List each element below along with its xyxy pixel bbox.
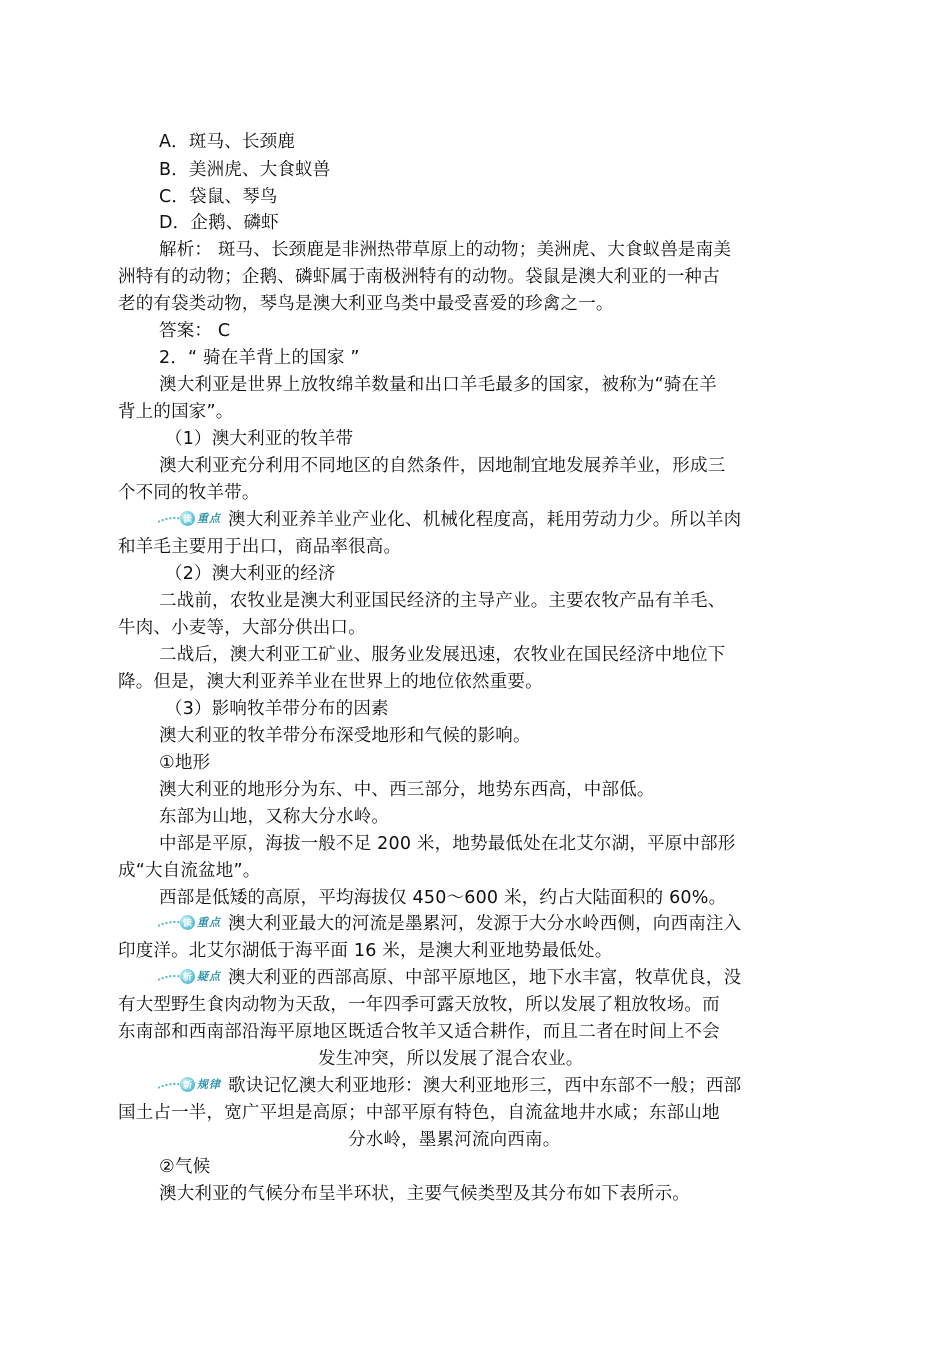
paragraph-line: 牛肉、小麦等，大部分供出口。 <box>118 618 366 638</box>
analysis-line: 洲特有的动物；企鹅、磷虾属于南极洲特有的动物。袋鼠是澳大利亚的一种古 <box>118 267 720 287</box>
note-line: 有大型野生食肉动物为天敌，一年四季可露天放牧，所以发展了粗放牧场。而 <box>118 995 720 1015</box>
paragraph-line: 澳大利亚是世界上放牧绵羊数量和出口羊毛最多的国家，被称为“骑在羊 <box>159 375 717 395</box>
subsection-title: （3）影响牧羊带分布的因素 <box>165 699 389 719</box>
badge-disc: 新 <box>180 1077 195 1092</box>
note-line: 澳大利亚最大的河流是墨累河，发源于大分水岭西侧，向西南注入 <box>228 914 742 934</box>
topic-title: ②气候 <box>159 1157 211 1177</box>
paragraph-line: 背上的国家”。 <box>118 402 234 422</box>
paragraph-line: 二战后，澳大利亚工矿业、服务业发展迅速，农牧业在国民经济中地位下 <box>159 645 726 665</box>
paragraph-line: 二战前，农牧业是澳大利亚国民经济的主导产业。主要农牧产品有羊毛、 <box>159 591 726 611</box>
paragraph-line: 澳大利亚的气候分布呈半环状，主要气候类型及其分布如下表所示。 <box>159 1184 690 1204</box>
paragraph-line: 澳大利亚的牧羊带分布深受地形和气候的影响。 <box>159 726 531 746</box>
note-line: 东南部和西南部沿海平原地区既适合牧羊又适合耕作，而且二者在时间上不会 <box>118 1022 720 1042</box>
badge-label: 疑点 <box>197 970 221 983</box>
doubt-point-badge <box>158 968 221 984</box>
note-line: 印度洋。北艾尔湖低于海平面 16 米，是澳大利亚地势最低处。 <box>118 941 613 961</box>
note-line: 歌诀记忆澳大利亚地形：澳大利亚地形三，西中东部不一般；西部 <box>228 1076 742 1096</box>
section-title: 2．“ 骑在羊背上的国家 ” <box>159 348 360 368</box>
rule-badge <box>158 1076 221 1092</box>
note-line: 和羊毛主要用于出口，商品率很高。 <box>118 537 402 557</box>
analysis-line: 解析： 斑马、长颈鹿是非洲热带草原上的动物；美洲虎、大食蚁兽是南美 <box>159 240 732 260</box>
paragraph-line: 成“大自流盆地”。 <box>118 861 261 881</box>
badge-disc: 析 <box>180 969 195 984</box>
key-point-badge <box>158 914 221 930</box>
badge-disc: 读 <box>180 915 195 930</box>
paragraph-line: 个不同的牧羊带。 <box>118 483 260 503</box>
subsection-title: （1）澳大利亚的牧羊带 <box>165 429 354 449</box>
topic-title: ①地形 <box>159 753 211 773</box>
paragraph-line: 东部为山地，又称大分水岭。 <box>159 807 390 827</box>
note-line: 国土占一半，宽广平坦是高原；中部平原有特色，自流盆地井水咸；东部山地 <box>118 1103 720 1123</box>
paragraph-line: 澳大利亚充分利用不同地区的自然条件，因地制宜地发展养羊业，形成三 <box>159 456 726 476</box>
badge-label: 重点 <box>197 512 221 525</box>
paragraph-line: 降。但是，澳大利亚养羊业在世界上的地位依然重要。 <box>118 672 543 692</box>
note-line: 发生冲突，所以发展了混合农业。 <box>318 1049 584 1069</box>
note-line: 分水岭，墨累河流向西南。 <box>348 1130 561 1150</box>
badge-disc: 读 <box>180 511 195 526</box>
option-d: D．企鹅、磷虾 <box>159 213 279 233</box>
paragraph-line: 西部是低矮的高原，平均海拔仅 450～600 米，约占大陆面积的 60%。 <box>159 888 727 908</box>
option-c: C．袋鼠、琴鸟 <box>159 187 278 207</box>
badge-label: 重点 <box>197 916 221 929</box>
answer: 答案： C <box>159 321 231 341</box>
note-line: 澳大利亚的西部高原、中部平原地区，地下水丰富，牧草优良，没 <box>228 968 742 988</box>
subsection-title: （2）澳大利亚的经济 <box>165 564 336 584</box>
badge-label: 规律 <box>197 1078 221 1091</box>
note-line: 澳大利亚养羊业产业化、机械化程度高，耗用劳动力少。所以羊肉 <box>228 510 742 530</box>
option-a: A．斑马、长颈鹿 <box>159 132 296 152</box>
key-point-badge <box>158 510 221 526</box>
option-b: B．美洲虎、大食蚁兽 <box>159 160 331 180</box>
paragraph-line: 澳大利亚的地形分为东、中、西三部分，地势东西高，中部低。 <box>159 780 655 800</box>
analysis-line: 老的有袋类动物，琴鸟是澳大利亚鸟类中最受喜爱的珍禽之一。 <box>118 294 614 314</box>
paragraph-line: 中部是平原，海拔一般不足 200 米，地势最低处在北艾尔湖，平原中部形 <box>159 834 736 854</box>
